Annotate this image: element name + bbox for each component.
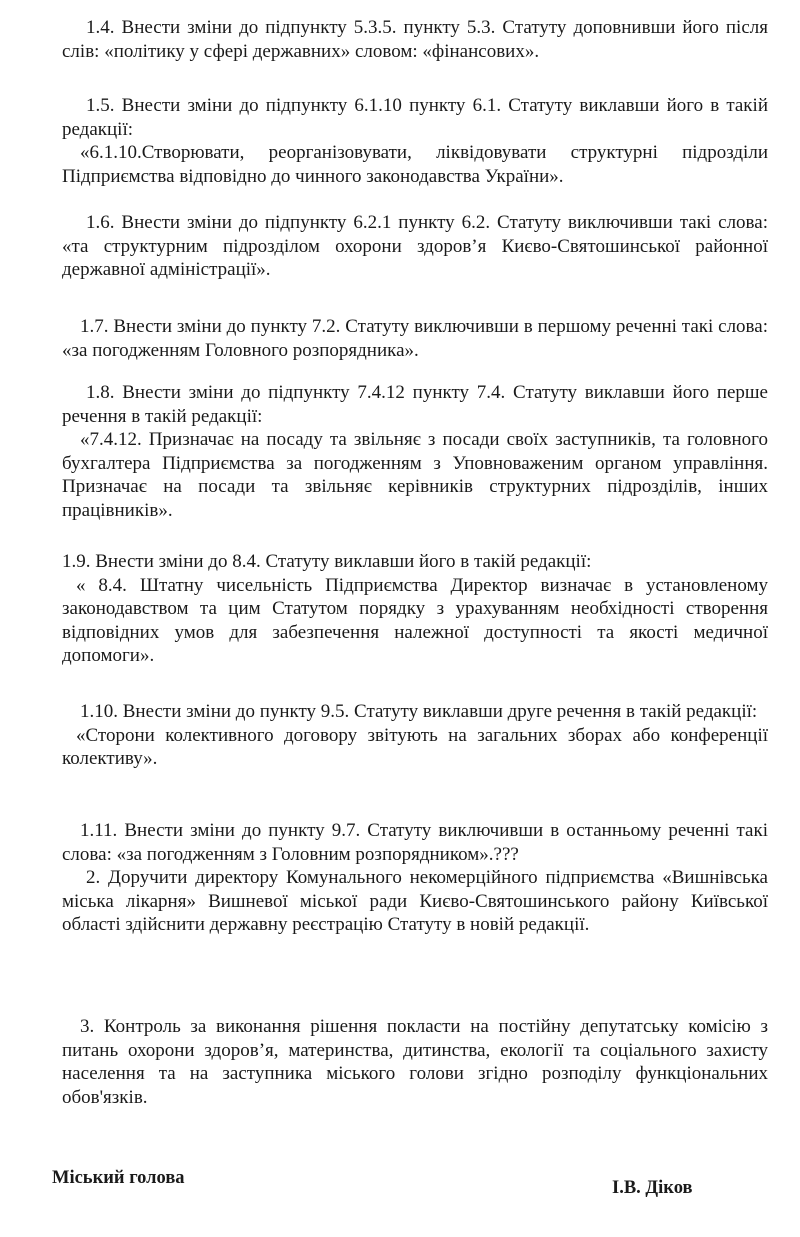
paragraph-1-10-quote: «Сторони колективного договору звітують на загальних зборах або конференції колективу». — [62, 724, 768, 769]
paragraph-1-9 — [62, 550, 768, 668]
paragraph-1-7-text: 1.7. Внести зміни до пункту 7.2. Статуту виключивши в першому реченні такі слова: «за погодженням Головного розпорядника». — [62, 316, 768, 361]
paragraph-3 — [62, 1015, 768, 1109]
paragraph-1-4 — [62, 16, 768, 63]
paragraph-1-9-text: 1.9. Внести зміни до 8.4. Статуту виклавши його в такій редакції: — [62, 551, 592, 572]
paragraph-1-5 — [62, 94, 768, 188]
paragraph-1-6 — [62, 211, 768, 282]
paragraph-1-11-text: 1.11. Внести зміни до пункту 9.7. Статуту виключивши в останньому реченні такі слова: «за погодженням з Головним розпорядником».??? — [62, 820, 768, 865]
paragraph-1-8 — [62, 381, 768, 522]
paragraph-1-7 — [62, 315, 768, 362]
paragraph-1-8-text: 1.8. Внести зміни до підпункту 7.4.12 пункту 7.4. Статуту виклавши його перше речення в такій редакції: — [62, 382, 768, 427]
paragraph-2-text: 2. Доручити директору Комунального некомерційного підприємства «Вишнівська міська лікарня» Вишневої міської ради Києво-Святошинського району Київської області здійснити державну реєстрацію Статуту в новій редакції. — [62, 867, 768, 935]
paragraph-1-9-quote: « 8.4. Штатну чисельність Підприємства Директор визначає в установленому законодавством та цим Статутом порядку з урахуванням необхідності створення відповідних умов для забезпечення належної доступності та якості медичної допомоги». — [62, 574, 768, 666]
paragraph-1-11 — [62, 819, 768, 937]
paragraph-1-6-text: 1.6. Внести зміни до підпункту 6.2.1 пункту 6.2. Статуту виключивши такі слова: «та структурним підрозділом охорони здоров’я Києво-Святошинської районної державної адміністрації». — [62, 212, 768, 280]
paragraph-1-10-text: 1.10. Внести зміни до пункту 9.5. Статуту виклавши друге речення в такій редакції: — [80, 701, 758, 722]
paragraph-1-4-text: 1.4. Внести зміни до підпункту 5.3.5. пункту 5.3. Статуту доповнивши його після слів: «політику у сфері державних» словом: «фінансових». — [62, 17, 768, 62]
signature-name: І.В. Діков — [612, 1178, 693, 1198]
paragraph-1-5-quote: «6.1.10.Створювати, реорганізовувати, ліквідовувати структурні підрозділи Підприємства відповідно до чинного законодавства України». — [62, 142, 768, 187]
paragraph-1-8-quote: «7.4.12. Призначає на посаду та звільняє з посади своїх заступників, та головного бухгалтера Підприємства за погодженням з Уповноваженим органом управління. Призначає на посади та звільняє керівників структурних підрозділів, інших працівників». — [62, 429, 768, 521]
paragraph-3-text: 3. Контроль за виконання рішення покласти на постійну депутатську комісію з питань охорони здоров’я, материнства, дитинства, екології та соціального захисту населення та на заступника міського голови згідно розподілу функціональних обов'язків. — [62, 1016, 768, 1108]
paragraph-1-5-text: 1.5. Внести зміни до підпункту 6.1.10 пункту 6.1. Статуту виклавши його в такій редакції: — [62, 95, 768, 140]
paragraph-1-10 — [62, 700, 768, 771]
signature-title: Міський голова — [52, 1168, 185, 1188]
